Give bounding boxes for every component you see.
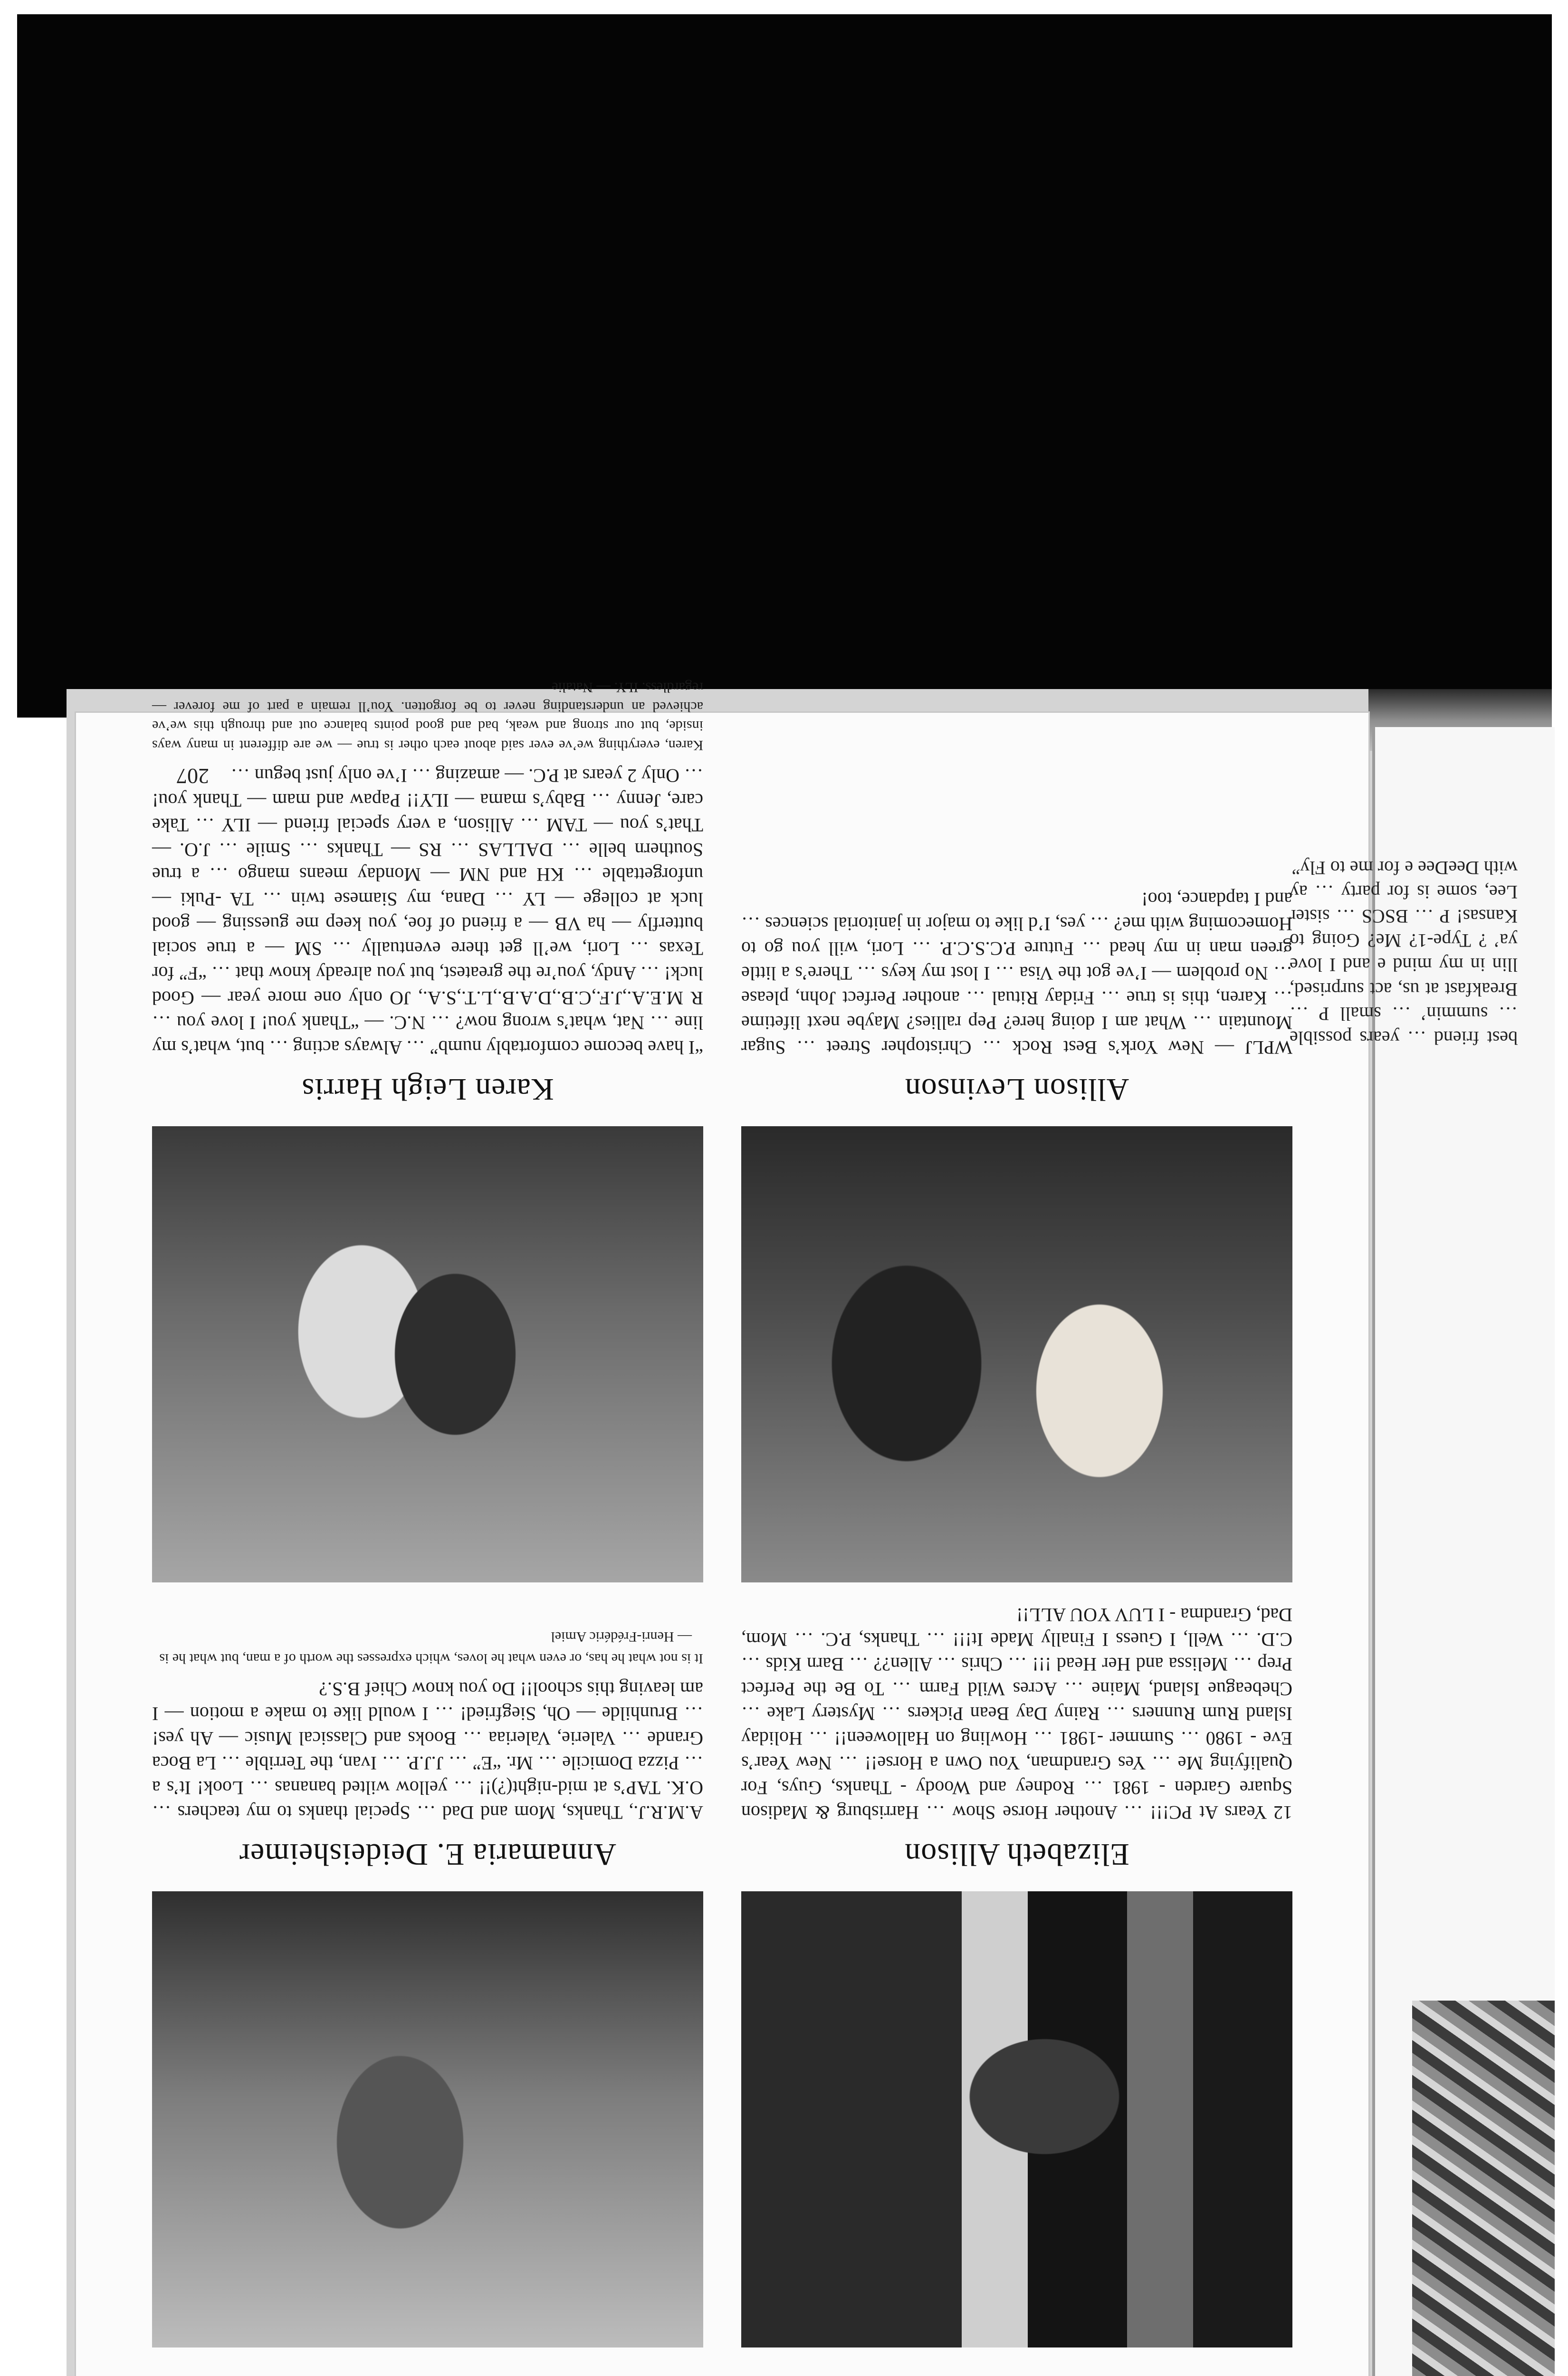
page-content-rotated — [76, 680, 1368, 2376]
senior-photo — [152, 1126, 703, 1582]
senior-entry-elizabeth — [741, 1602, 1292, 2347]
page-number: 207 — [176, 764, 209, 788]
senior-blurb: “I have become comfortably numb” … Always acting … but, what’s my line … Nat, what’s wrong now? … N.C. — “Thank you! I love you … R M.E.A.,J.F.,C.B.,D.A.B.,L.T.,S.A., JO only one more year — Good luck! … Andy, you’re the greatest, but you already know that … “F” for Texas … Lori, we’ll get there eventually … SM — a true social butterfly — ha VB — a friend of foe, you keep me guessing — good luck at college — LY … Dana, my Siamese twin … TA -Puki —unforgettable … KH and NM — Monday means mango … a true Southern belle … DALLAS … RS — Thanks … Smile … J.O. — That’s you — TAM … Allison, a very special friend — ILY … Take care, Jenny … Baby’s mama — ILY!! Papaw and mam — Thank you! … Only 2 years at P.C. — amazing … I’ve only just begun … — [152, 765, 703, 1058]
senior-photo — [741, 1126, 1292, 1582]
senior-quote: It is not what he has, or even what he loves, which expresses the worth of a man, but what he is — [159, 1651, 703, 1667]
senior-blurb: 12 Years At PC!!! … Another Horse Show … Harrisburg & Madison Square Garden - 1981 … Rodney and Woody - Thanks, Guys, For Qualifying Me … Yes Grandman, You Own a Horse!! … New Year’s Eve - 1980 … Summer -1981 … Howling on Halloween!! … Holiday Island Rum Runners … Rainy Day Bean Pickers … Mystery Lake … Chebeague Island, Maine … Acres Wild Farm … To Be the Perfect Prep … Melissa and Her Head !!! … Chris … Allen?? … Barn Kids … C.D. … Well, I Guess I Finally Made It!!! … Thanks, P.C. … Mom, Dad, Grandma - I LUV YOU ALL!! — [741, 1604, 1292, 1823]
senior-name: Allison Levinson — [904, 1072, 1129, 1107]
scanner-background — [17, 14, 1552, 718]
senior-entry-annamaria — [152, 1629, 703, 2348]
adjacent-page-text: best friend … years possible … summin’ … small P … Breakfast at us, act surprised, llin in my mind e and I love ya’ ? Type-1? Me? Going to Kansas! P … BSCS … sister Lee, some is for party … ay with DeeDee e for me to Fly” — [1290, 857, 1518, 1049]
senior-photo — [741, 1891, 1292, 2347]
senior-photo — [152, 1891, 703, 2347]
senior-name: Elizabeth Allison — [904, 1837, 1129, 1872]
senior-name: Annamaria E. Deideisheimer — [239, 1837, 616, 1872]
adjacent-page-rotated — [1290, 727, 1555, 2376]
senior-quote: Karen, everything we’ve ever said about each other is true — we are different in many ways inside, but our strong and weak, bad and good points balance out and through this we’ve achieved an understanding never to be forgotten. You’ll remain a part of me forever — regardless. ILY. — Natalie — [152, 680, 703, 753]
senior-entry-allison-levinson — [741, 887, 1292, 1582]
senior-blurb: WPLJ — New York’s Best Rock … Christopher Street … Sugar Mountain … What am I doing here? Pep rallies? Maybe next lifetime … Karen, this is true … Friday Ritual … another Perfect John, please … No problem — I’ve got the Visa … I lost my keys … There’s a little green man in my head … Future P.C.S.C.P. … Lori, will you go to Homecoming with me? … yes, I’d like to major in janitorial sciences … and I tapdance, too! — [741, 889, 1292, 1058]
adjacent-photo — [1412, 2001, 1555, 2376]
yearbook-page — [76, 680, 1368, 2376]
adjacent-page-edge — [1290, 727, 1555, 2376]
quote-attribution: — Henri-Frédéric Amiel — [551, 1629, 692, 1645]
senior-blurb: A.M.R.J., Thanks, Mom and Dad … Special thanks to my teachers … O.K. TAP’s at mid-night(?)!! … yellow wilted bananas … Look! It’s a … Pizza Domicile … Mr. “E” … J.J.P. … Ivan, the Terrible … La Boca Grande … Valerie, Valeriaa … Books and Classical Music — Ah yes! … Brunhilde — Oh, Siegfried! … I would like to make a motion — I am leaving this school!! Do you know Chief B.S.? — [152, 1678, 703, 1823]
senior-entry-karen — [152, 678, 703, 1582]
senior-name: Karen Leigh Harris — [301, 1072, 554, 1107]
